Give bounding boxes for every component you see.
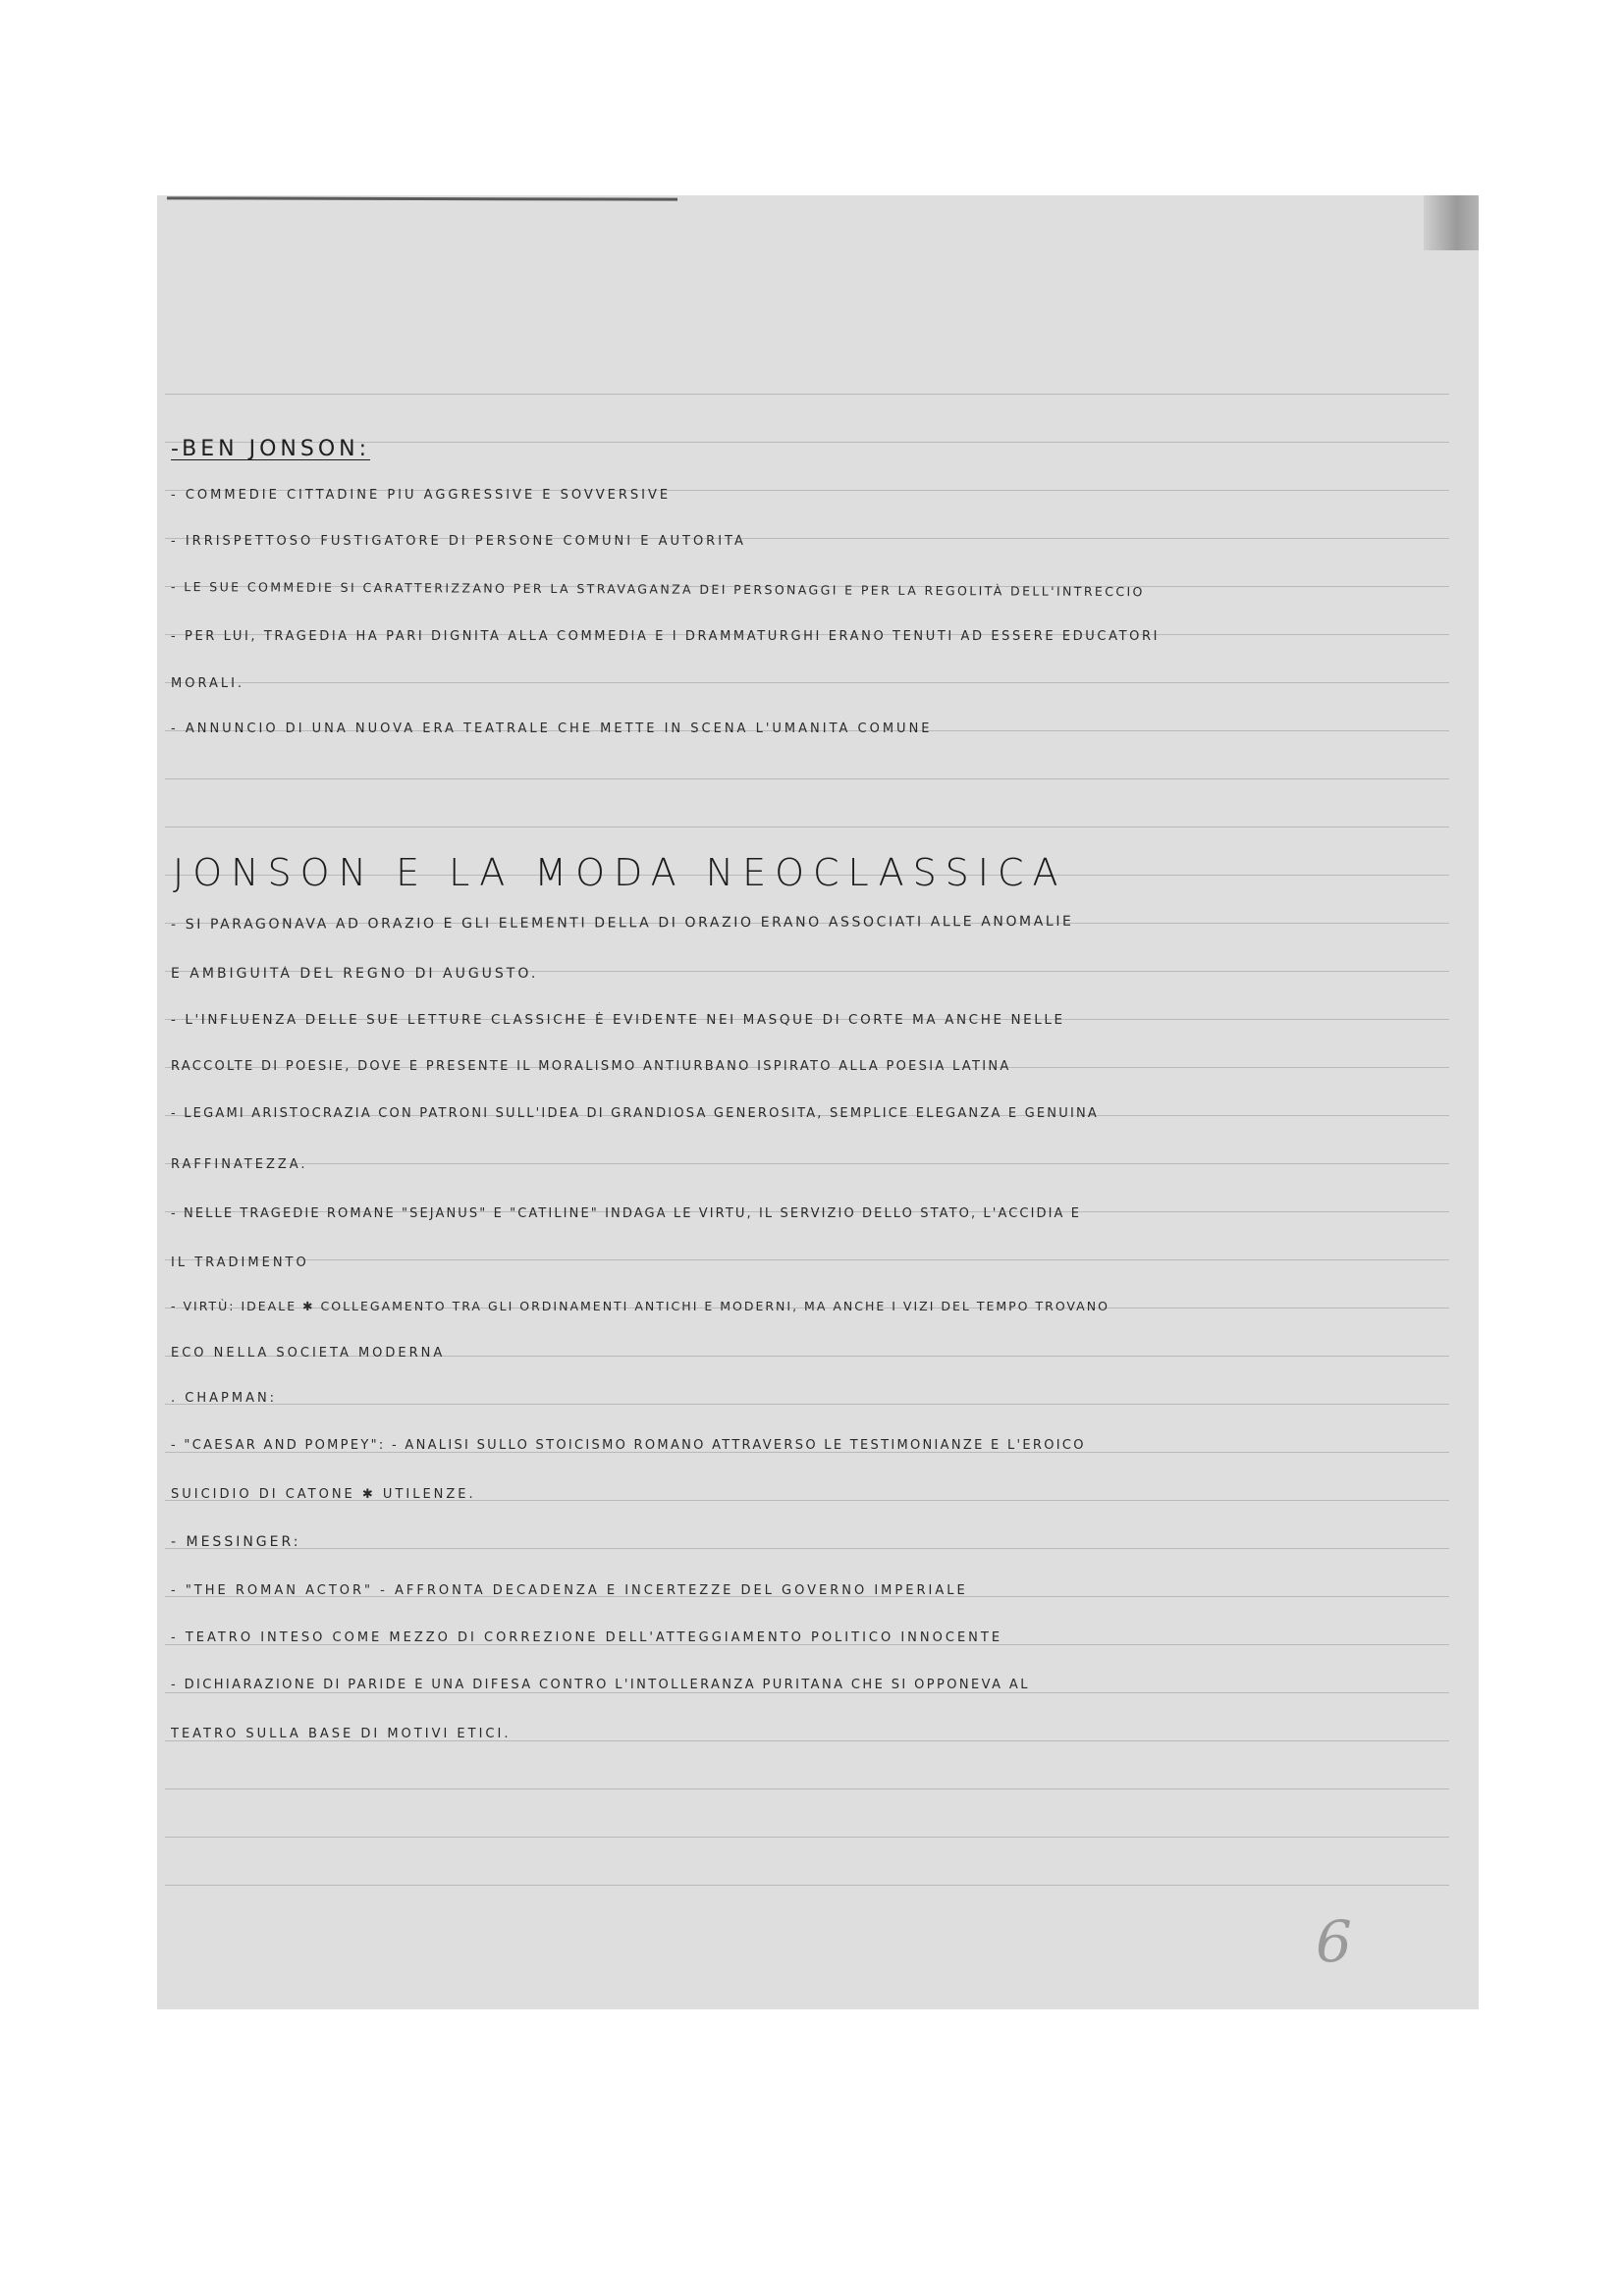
ruled-line (165, 1885, 1449, 1886)
ruled-line (165, 827, 1449, 828)
page-number: 6 (1316, 1908, 1352, 1975)
ruled-line (165, 1692, 1449, 1693)
note-line: - NELLE TRAGEDIE ROMANE "SEJANUS" E "CATILINE" INDAGA LE VIRTÙ, IL SERVIZIO DELLO STATO, L'ACCIDIA E (171, 1206, 1082, 1221)
note-line: - LEGAMI ARISTOCRAZIA CON PATRONI SULL'IDEA DI GRANDIOSA GENEROSITÀ, SEMPLICE ELEGANZA E GENUINA (171, 1106, 1099, 1121)
ben-jonson-line: - COMMEDIE CITTADINE PIÙ AGGRESSIVE E SOVVERSIVE (171, 488, 672, 503)
ben-jonson-line: - ANNUNCIO DI UNA NUOVA ERA TEATRALE CHE METTE IN SCENA L'UMANITÀ COMUNE (171, 721, 933, 736)
note-line: RACCOLTE DI POESIE, DOVE È PRESENTE IL MORALISMO ANTIURBANO ISPIRATO ALLA POESIA LATINA (171, 1059, 1011, 1074)
note-line: ECO NELLA SOCIETÀ MODERNA (171, 1346, 446, 1361)
ben-jonson-line: - IRRISPETTOSO FUSTIGATORE DI PERSONE COMUNI E AUTORITÀ (171, 534, 746, 549)
chapman-heading: . CHAPMAN: (171, 1391, 278, 1406)
section-title: JONSON E LA MODA NEOCLASSICA (173, 851, 1067, 894)
ben-jonson-heading: -BEN JONSON: (171, 437, 371, 461)
note-line: - VIRTÙ: IDEALE ✱ COLLEGAMENTO TRA GLI ORDINAMENTI ANTICHI E MODERNI, MA ANCHE I VIZI DEL TEMPO TROVANO (171, 1299, 1109, 1313)
note-line: RAFFINATEZZA. (171, 1157, 308, 1172)
notebook-sheet (157, 195, 1479, 2009)
note-line: - "THE ROMAN ACTOR" - AFFRONTA DECADENZA E INCERTEZZE DEL GOVERNO IMPERIALE (171, 1583, 968, 1598)
note-line: SUICIDIO DI CATONE ✱ UTILENZE. (171, 1487, 476, 1502)
ruled-line (165, 778, 1449, 779)
note-line: TEATRO SULLA BASE DI MOTIVI ETICI. (171, 1727, 512, 1741)
ruled-line (165, 1837, 1449, 1838)
note-line: E AMBIGUITÀ DEL REGNO DI AUGUSTO. (171, 966, 539, 982)
ben-jonson-line: - LE SUE COMMEDIE SI CARATTERIZZANO PER LA STRAVAGANZA DEI PERSONAGGI E PER LA REGOLITÀ DELL'INTRECCIO (170, 579, 1145, 600)
note-line: - TEATRO INTESO COME MEZZO DI CORREZIONE DELL'ATTEGGIAMENTO POLITICO INNOCENTE (171, 1630, 1003, 1645)
ruled-line (165, 394, 1449, 395)
messinger-heading: - MESSINGER: (171, 1534, 301, 1550)
note-line: - DICHIARAZIONE DI PARIDE È UNA DIFESA CONTRO L'INTOLLERANZA PURITANA CHE SI OPPONEVA AL (171, 1678, 1030, 1692)
note-line: IL TRADIMENTO (171, 1255, 309, 1270)
note-line: - "CAESAR AND POMPEY": - ANALISI SULLO STOICISMO ROMANO ATTRAVERSO LE TESTIMONIANZE E L'EROICO (171, 1438, 1086, 1453)
sheet-top-edge (167, 196, 677, 200)
note-line: - SI PARAGONAVA AD ORAZIO E GLI ELEMENTI DELLA DI ORAZIO ERANO ASSOCIATI ALLE ANOMALIE (170, 913, 1074, 933)
sheet-corner-shadow (1424, 195, 1479, 250)
ben-jonson-line: - PER LUI, TRAGEDIA HA PARI DIGNITÀ ALLA COMMEDIA E I DRAMMATURGHI ERANO TENUTI AD ESSERE EDUCATORI (171, 629, 1161, 644)
ben-jonson-line: MORALI. (171, 676, 245, 691)
note-line: - L'INFLUENZA DELLE SUE LETTURE CLASSICHE È EVIDENTE NEI MASQUE DI CORTE MA ANCHE NELLE (171, 1012, 1065, 1028)
